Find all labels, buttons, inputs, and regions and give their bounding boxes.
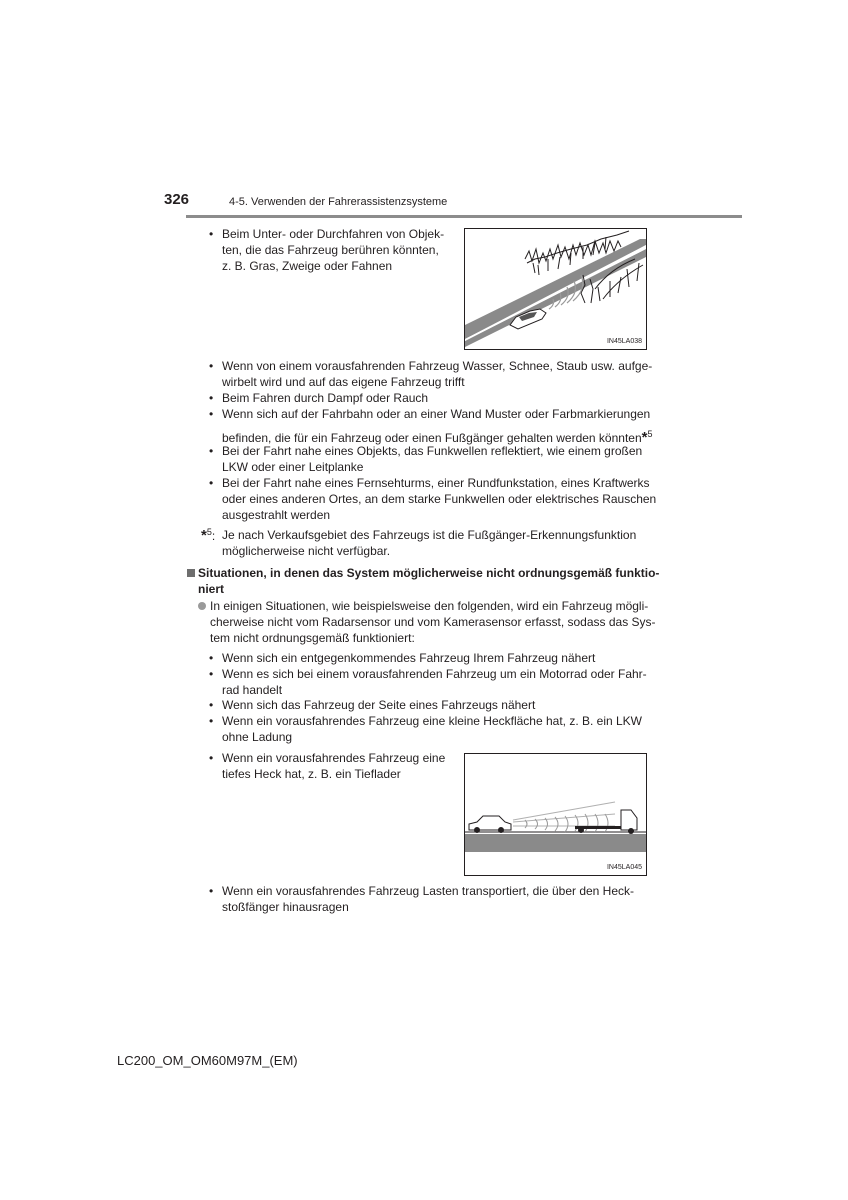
list-item: Wenn sich auf der Fahrbahn oder an einer Wand Muster oder Farbmarkierungen befinden, die für ein Fahrzeug oder einen Fußgänger gehalten werden könnten*$^5$ <box>222 407 653 446</box>
intro-paragraph: In einigen Situationen, wie beispielsweise den folgenden, wird ein Fahrzeug mögli- cherweise nicht vom Radarsensor und vom Kamerasensor erfasst, sodass das Sys- tem nicht ordnungsgemäß funktioniert: <box>210 599 656 645</box>
bullet-dot: • <box>209 714 214 728</box>
heading-square-icon <box>187 569 195 577</box>
section-heading: Situationen, in denen das System möglicherweise nicht ordnungsgemäß funktio- niert <box>198 566 660 596</box>
vegetation-tunnel-illustration <box>465 229 646 349</box>
list-item: Wenn von einem vorausfahrenden Fahrzeug Wasser, Schnee, Staub usw. aufge- wirbelt wird und auf das eigene Fahrzeug trifft <box>222 359 653 389</box>
bullet-dot: • <box>209 476 214 490</box>
bullet-dot: • <box>209 444 214 458</box>
footer-document-code: LC200_OM_OM60M97M_(EM) <box>117 1053 298 1068</box>
figure-vegetation-tunnel <box>464 228 647 350</box>
figure-code: IN45LA045 <box>606 864 642 871</box>
list-item: Wenn ein vorausfahrendes Fahrzeug Lasten transportiert, die über den Heck- stoßfänger hinausragen <box>222 884 635 914</box>
figure-code: IN45LA038 <box>606 338 642 345</box>
bullet-dot: • <box>209 359 214 373</box>
footnote-label: *$^5$: <box>201 527 216 544</box>
footnote-number: 5 <box>647 429 653 439</box>
bullet-dot: • <box>209 407 214 421</box>
list-item: Wenn sich das Fahrzeug der Seite eines Fahrzeugs nähert <box>222 698 536 712</box>
circle-bullet-icon <box>198 602 206 610</box>
car-icon <box>469 816 511 833</box>
list-item: Bei der Fahrt nahe eines Objekts, das Funkwellen reflektiert, wie einem großen LKW oder einer Leitplanke <box>222 444 643 474</box>
list-item: Wenn sich ein entgegenkommendes Fahrzeug Ihrem Fahrzeug nähert <box>222 651 596 665</box>
footnote-marker: * <box>641 429 648 446</box>
list-item: Beim Unter- oder Durchfahren von Objek- ten, die das Fahrzeug berühren könnten, z. B. Gras, Zweige oder Fahnen <box>222 227 445 273</box>
list-item: Wenn ein vorausfahrendes Fahrzeug eine kleine Heckfläche hat, z. B. ein LKW ohne Ladung <box>222 714 643 744</box>
bullet-dot: • <box>209 651 214 665</box>
bullet-dot: • <box>209 884 214 898</box>
bullet-dot: • <box>209 667 214 681</box>
list-item: Wenn es sich bei einem vorausfahrenden Fahrzeug um ein Motorrad oder Fahr- rad handelt <box>222 667 647 697</box>
list-item: Bei der Fahrt nahe eines Fernsehturms, einer Rundfunkstation, eines Kraftwerks oder eines anderen Ortes, an dem starke Funkwellen oder elektrisches Rauschen ausgestrahlt werden <box>222 476 657 522</box>
bullet-dot: • <box>209 751 214 765</box>
header-rule <box>186 215 742 218</box>
list-item: Beim Fahren durch Dampf oder Rauch <box>222 391 429 405</box>
page-number: 326 <box>164 191 190 208</box>
footnote-text: Je nach Verkaufsgebiet des Fahrzeugs ist die Fußgänger-Erkennungsfunktion möglicherweise nicht verfügbar. <box>222 528 637 558</box>
bullet-dot: • <box>209 227 214 241</box>
figure-low-trailer <box>464 753 647 876</box>
list-item: Wenn ein vorausfahrendes Fahrzeug eine tiefes Heck hat, z. B. ein Tieflader <box>222 751 446 781</box>
bullet-dot: • <box>209 391 214 405</box>
low-trailer-illustration <box>465 754 646 875</box>
section-title: 4-5. Verwenden der Fahrerassistenzsysteme <box>229 196 448 208</box>
bullet-dot: • <box>209 698 214 712</box>
